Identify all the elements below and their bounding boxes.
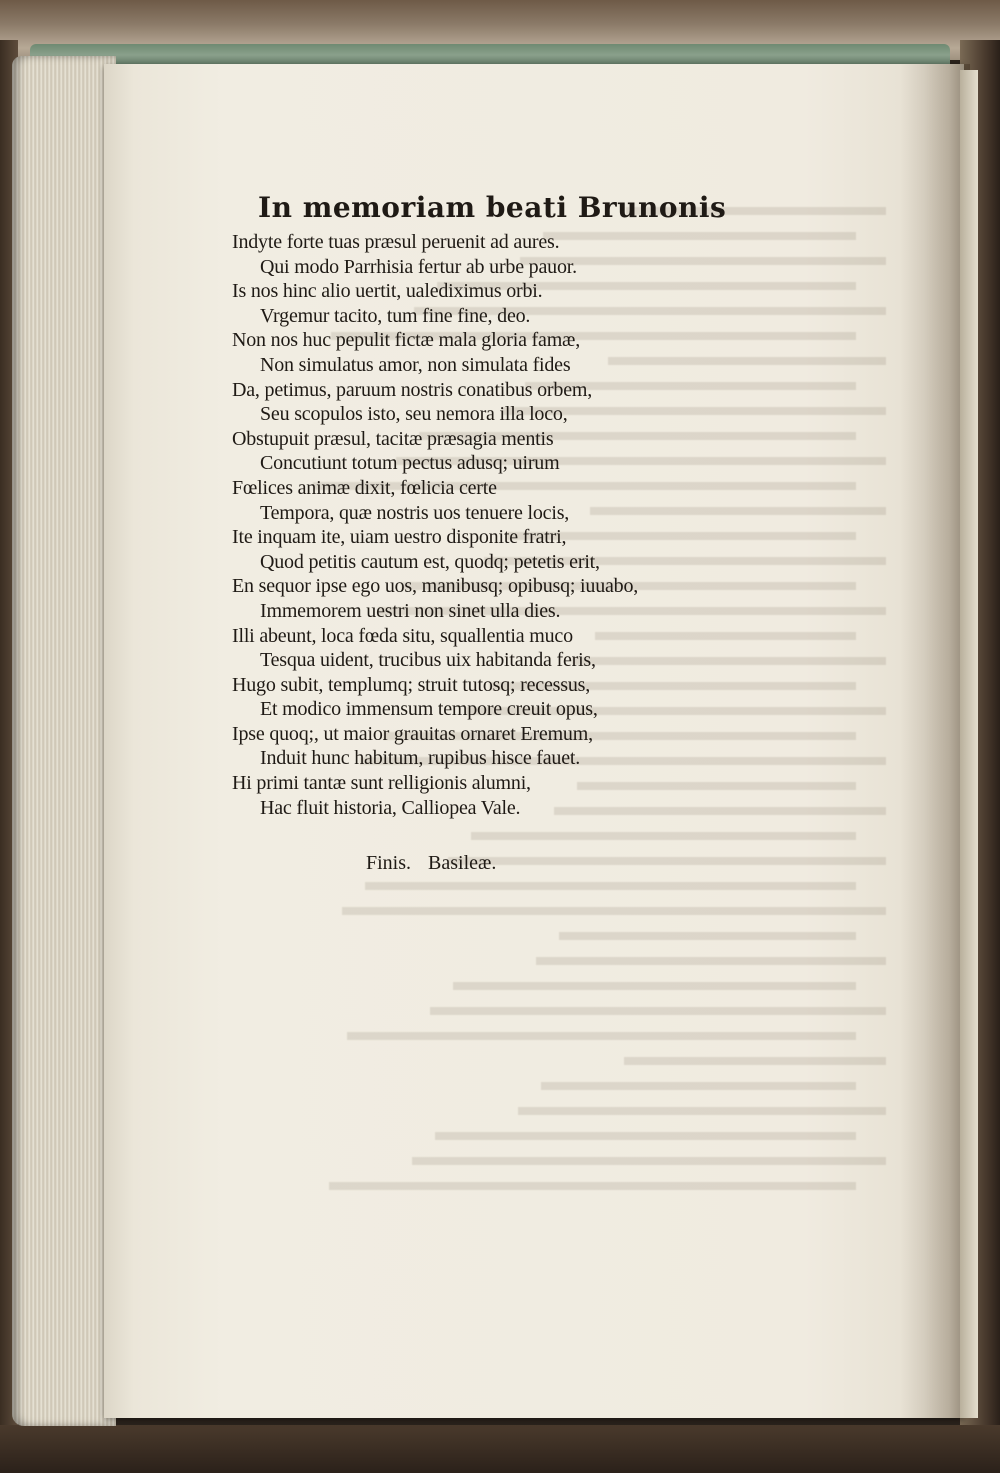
verse-line: En sequor ipse ego uos, manibusq; opibusq; iuuabo,: [232, 575, 639, 598]
colophon-finis: Finis.: [366, 852, 412, 875]
colophon: [366, 852, 872, 875]
colophon-place: Basileæ.: [428, 852, 497, 875]
show-through-line: [453, 982, 856, 990]
verse-line: Da, petimus, paruum nostris conatibus orbem,: [232, 378, 593, 401]
verse-line: Induit hunc habitum, rupibus hisce fauet.: [260, 747, 581, 770]
verse-line: Hac fluit historia, Calliopea Vale.: [260, 796, 521, 819]
verse-line: Ite inquam ite, uiam uestro disponite fratri,: [232, 526, 567, 549]
verse-line: Indyte forte tuas præsul peruenit ad aures.: [232, 231, 560, 253]
page-stack: [12, 56, 116, 1426]
verse-line: Seu scopulos isto, seu nemora illa loco,: [260, 403, 568, 426]
verse-line: Illi abeunt, loca fœda situ, squallentia muco: [232, 624, 573, 647]
verse-line: Fœlices animæ dixit, fœlicia certe: [232, 476, 497, 499]
verse-line: Tesqua uident, trucibus uix habitanda feris,: [260, 649, 596, 672]
show-through-line: [365, 882, 856, 890]
show-through-line: [329, 1182, 856, 1190]
show-through-line: [541, 1082, 856, 1090]
verse-list: [232, 230, 872, 820]
verse-line: Non simulatus amor, non simulata fides: [260, 353, 571, 376]
show-through-line: [430, 1007, 886, 1015]
verse-line: Ipse quoq;, ut maior grauitas ornaret Eremum,: [232, 722, 593, 745]
verse-line: Et modico immensum tempore creuit opus,: [260, 698, 598, 721]
verse-line: Immemorem uestri non sinet ulla dies.: [260, 599, 561, 622]
show-through-line: [624, 1057, 886, 1065]
show-through-line: [536, 957, 886, 965]
verse-line: Concutiunt totum pectus adusq; uirum: [260, 452, 560, 475]
show-through-line: [518, 1107, 886, 1115]
show-through-line: [435, 1132, 856, 1140]
cover-bottom: [0, 1425, 1000, 1473]
verse-line: Hi primi tantæ sunt relligionis alumni,: [232, 772, 531, 795]
verse-line: Obstupuit præsul, tacitæ præsagia mentis: [232, 427, 554, 450]
show-through-line: [412, 1157, 886, 1165]
verse-line: Vrgemur tacito, tum fine fine, deo.: [260, 304, 531, 327]
verse-line: Hugo subit, templumq; struit tutosq; recessus,: [232, 673, 591, 696]
show-through-line: [559, 932, 856, 940]
page-stack-top: [30, 44, 950, 66]
page-text: [232, 186, 872, 875]
facing-page-edge: [960, 70, 978, 1418]
show-through-line: [347, 1032, 856, 1040]
verse-line: Non nos huc pepulit fictæ mala gloria famæ,: [232, 329, 580, 352]
verse-line: Quod petitis cautum est, quodq; petetis erit,: [260, 550, 600, 573]
show-through-line: [342, 907, 886, 915]
verse-line: Tempora, quæ nostris uos tenuere locis,: [260, 501, 570, 524]
verse-line: Qui modo Parrhisia fertur ab urbe pauor.: [260, 255, 577, 278]
page-heading: In memoriam beati Brunonis: [258, 191, 727, 224]
verse-line: Is nos hinc alio uertit, ualediximus orbi.: [232, 280, 543, 303]
